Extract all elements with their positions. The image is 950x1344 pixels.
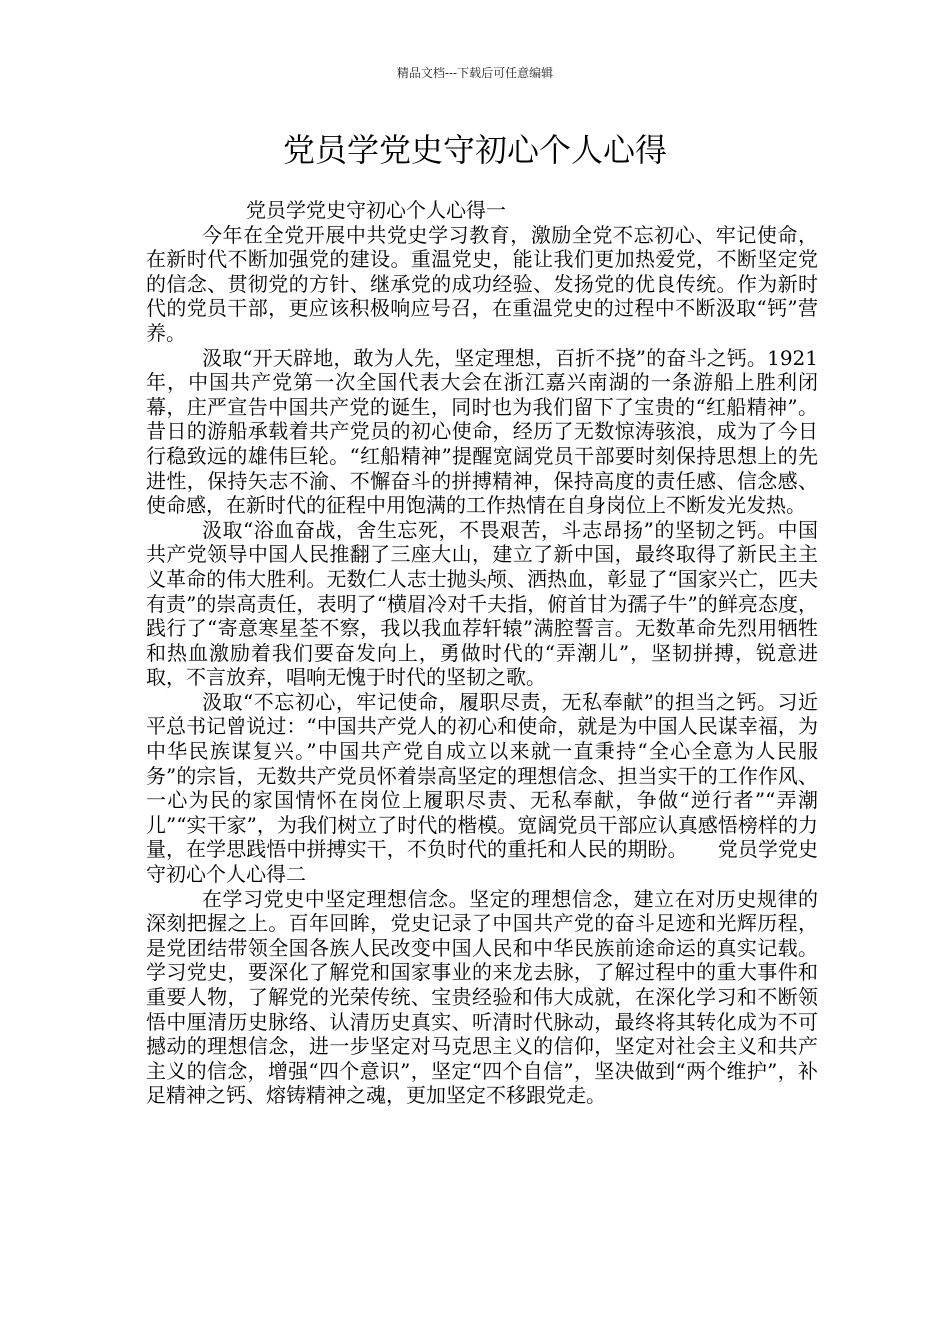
paragraph: 今年在全党开展中共党史学习教育，激励全党不忘初心、牢记使命，在新时代不断加强党的建设。重温党史，能让我们更加热爱党，不断坚定党的信念、贯彻党的方针、继承党的成功经验、发扬党的优良传统。作为新时代的党员干部，更应该积极响应号召，在重温党史的过程中不断汲取“钙”营养。 <box>146 222 818 345</box>
paragraph: 汲取“不忘初心，牢记使命，履职尽责，无私奉献”的担当之钙。习近平总书记曾说过：“中国共产党人的初心和使命，就是为中国人民谋幸福，为中华民族谋复兴。”中国共产党自成立以来就一直秉持“全心全意为人民服务”的宗旨，无数共产党员怀着崇高坚定的理想信念、担当实干的工作作风、一心为民的家国情怀在岗位上履职尽责、无私奉献，争做“逆行者”“弄潮儿”“实干家”，为我们树立了时代的楷模。宽阔党员干部应认真感悟榜样的力量，在学思践悟中拼搏实干，不负时代的重托和人民的期盼。 党员学党史守初心个人心得二 <box>146 689 818 887</box>
header-note: 精品文档---下载后可任意编辑 <box>396 66 554 80</box>
paragraph: 汲取“开天辟地，敢为人先，坚定理想，百折不挠”的奋斗之钙。1921年，中国共产党第一次全国代表大会在浙江嘉兴南湖的一条游船上胜利闭幕，庄严宣告中国共产党的诞生，同时也为我们留下了宝贵的“红船精神”。昔日的游船承载着共产党员的初心使命，经历了无数惊涛骇浪，成为了今日行稳致远的雄伟巨轮。“红船精神”提醒宽阔党员干部要时刻保持思想上的先进性，保持矢志不渝、不懈奋斗的拼搏精神，保持高度的责任感、信念感、使命感，在新时代的征程中用饱满的工作热情在自身岗位上不断发光发热。 <box>146 345 818 518</box>
paragraph: 汲取“浴血奋战，舍生忘死，不畏艰苦，斗志昂扬”的坚韧之钙。中国共产党领导中国人民推翻了三座大山，建立了新中国，最终取得了新民主主义革命的伟大胜利。无数仁人志士抛头颅、洒热血，彰显了“国家兴亡，匹夫有责”的崇高责任，表明了“横眉冷对千夫指，俯首甘为孺子牛”的鲜亮态度，践行了“寄意寒星荃不察，我以我血荐轩辕”满腔誓言。无数革命先烈用牺牲和热血激励着我们要奋发向上，勇做时代的“弄潮儿”，坚韧拼搏，锐意进取，不言放弃，唱响无愧于时代的坚韧之歌。 <box>146 517 818 690</box>
paragraph: 在学习党史中坚定理想信念。坚定的理想信念，建立在对历史规律的深刻把握之上。百年回眸，党史记录了中国共产党的奋斗足迹和光辉历程，是党团结带领全国各族人民改变中国人民和中华民族前途命运的真实记载。学习党史，要深化了解党和国家事业的来龙去脉，了解过程中的重大事件和重要人物，了解党的光荣传统、宝贵经验和伟大成就，在深化学习和不断领悟中厘清历史脉络、认清历史真实、听清时代脉动，最终将其转化成为不可撼动的理想信念，进一步坚定对马克思主义的信仰，坚定对社会主义和共产主义的信念，增强“四个意识”，坚定“四个自信”，坚决做到“两个维护”，补足精神之钙、熔铸精神之魂，更加坚定不移跟党走。 <box>146 886 818 1108</box>
document-title: 党员学党史守初心个人心得 <box>282 131 667 169</box>
section-heading: 党员学党史守初心个人心得一 <box>246 198 506 222</box>
document-body <box>146 198 818 1108</box>
